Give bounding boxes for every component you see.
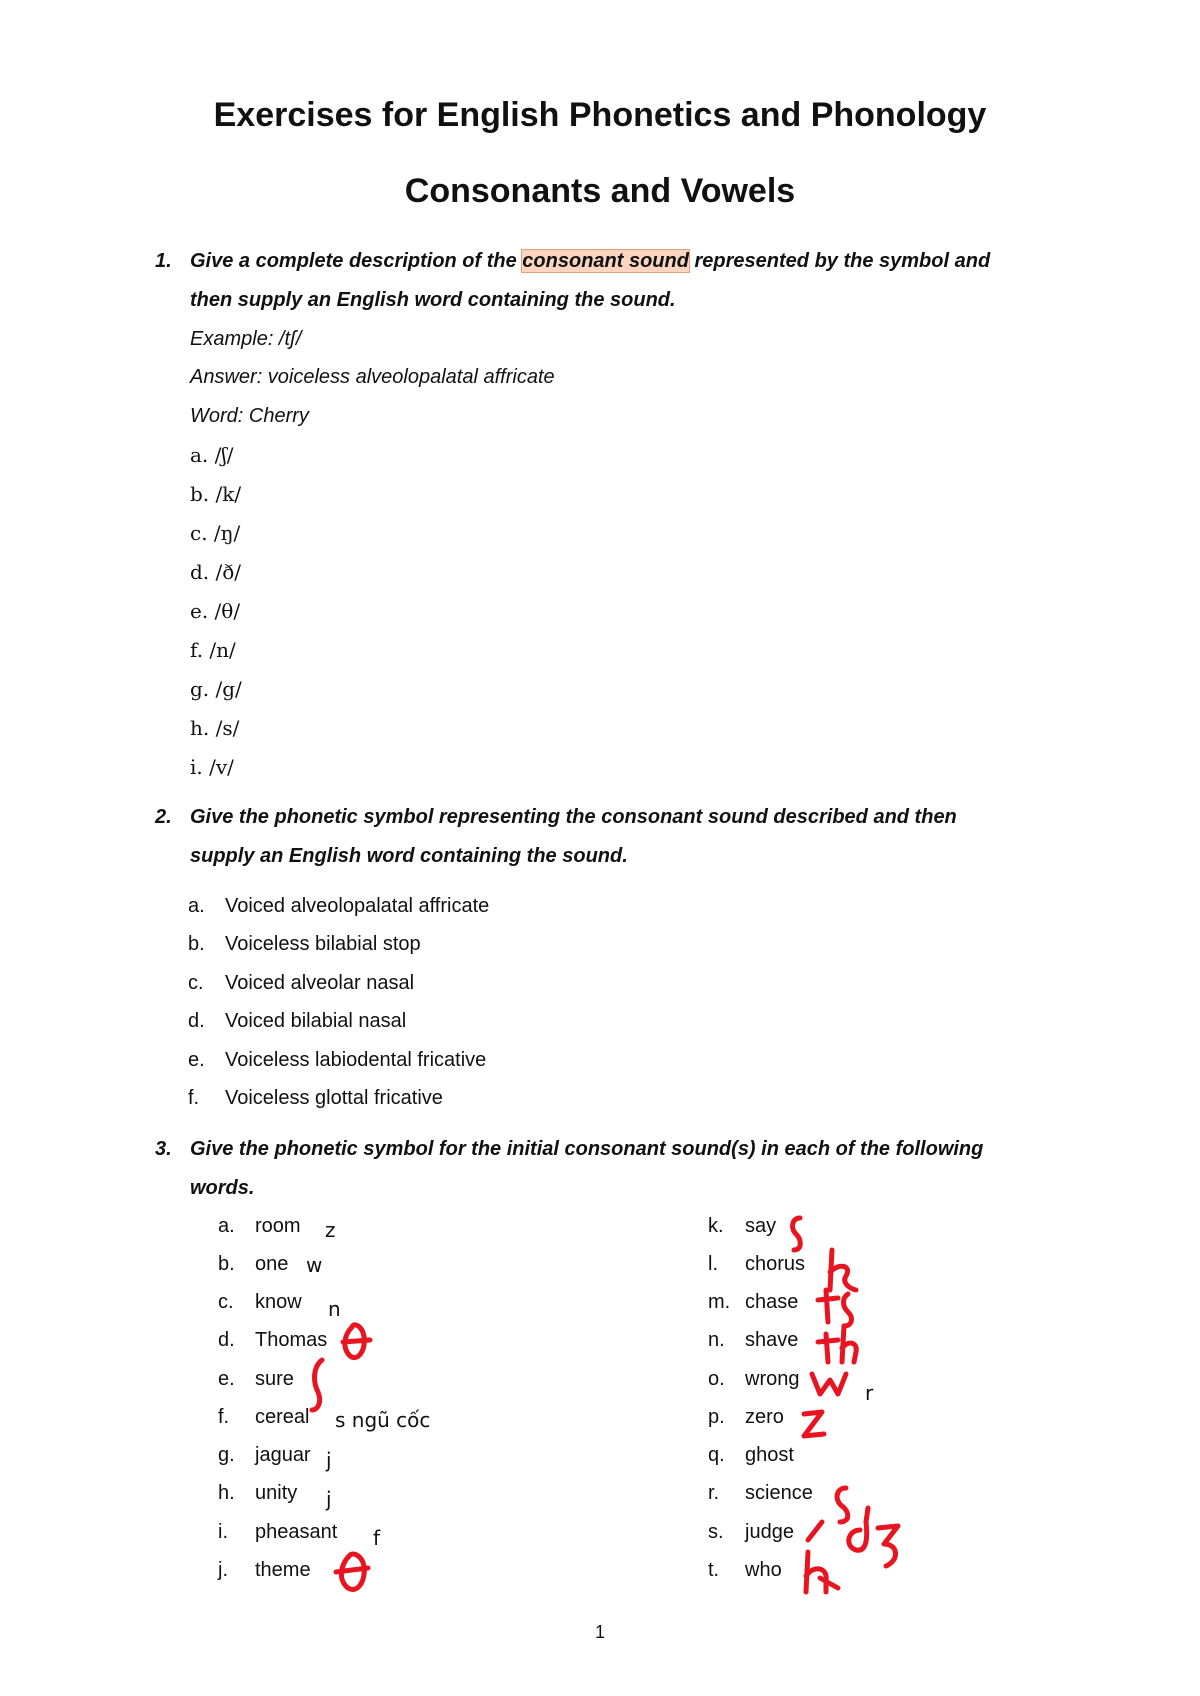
q2-item-text: Voiced bilabial nasal [225,1010,407,1032]
q3-item-word: say [745,1215,777,1237]
handwritten-note: s ngũ cốc [335,1408,431,1432]
red-mark-k-chorus [830,1250,856,1290]
q1-word: Word: Cherry [190,405,309,427]
handwritten-note: z [325,1218,336,1242]
q3-item-word: cereal [255,1406,310,1428]
q1-item: e. /θ/ [190,599,241,623]
q3-item-mark: h. [218,1482,235,1504]
q2-item-mark: e. [188,1049,205,1071]
q3-item-word: zero [745,1406,784,1428]
q2-item-mark: b. [188,933,205,955]
q3-item-mark: m. [708,1291,731,1313]
q3-item-mark: f. [218,1406,230,1428]
q3-item-mark: i. [218,1521,228,1543]
q3-item-mark: k. [708,1215,724,1237]
red-mark-h-who [806,1552,838,1592]
q1-prompt-line2: then supply an English word containing the sound. [190,289,676,311]
q3-item-word: science [745,1482,813,1504]
red-mark-s-science [837,1488,848,1522]
q1-item: i. /v/ [190,755,234,779]
q3-prompt-line1: Give the phonetic symbol for the initial consonant sound(s) in each of the following [190,1138,984,1160]
q3-item-mark: o. [708,1368,725,1390]
q3-item-word: room [255,1215,301,1237]
q1-example: Example: /tʃ/ [190,328,302,350]
red-mark-sh-shave [818,1326,856,1362]
q1-prompt-pre: Give a complete description of the [190,250,523,272]
red-mark-w-wrong [812,1374,846,1394]
q2-item-text: Voiced alveolar nasal [225,972,415,994]
q3-item-mark: n. [708,1329,725,1351]
document-title: Exercises for English Phonetics and Phonology [213,96,987,134]
q3-item-word: wrong [745,1368,800,1390]
q3-item-word: know [255,1291,302,1313]
q1-number: 1. [155,250,172,272]
q1-item: a. /ʃ/ [190,443,234,467]
q3-item-word: who [745,1559,782,1581]
q3-prompt-line2: words. [190,1177,255,1199]
q3-item-mark: l. [708,1253,718,1275]
red-mark-theta-theme [336,1554,368,1589]
q3-item-mark: j. [218,1559,228,1581]
q3-item-word: one [255,1253,289,1275]
q3-item-word: pheasant [255,1521,338,1543]
handwritten-note: r [865,1381,874,1405]
q1-item: d. /ð/ [190,560,242,584]
q1-answer: Answer: voiceless alveolopalatal affricate [190,366,555,388]
q3-item-mark: a. [218,1215,235,1237]
q1-item: h. /s/ [190,716,240,740]
q2-item-mark: d. [188,1010,205,1032]
q3-item-word: chase [745,1291,799,1313]
q3-item-mark: s. [708,1521,724,1543]
handwritten-note: j [326,1487,332,1511]
q3-item-mark: p. [708,1406,725,1428]
q2-item-text: Voiceless labiodental fricative [225,1049,487,1071]
q2-item-mark: a. [188,895,205,917]
q2-item-mark: f. [188,1087,200,1109]
q3-item-mark: d. [218,1329,235,1351]
q3-item-word: Thomas [255,1329,328,1351]
q1-item: c. /ŋ/ [190,521,241,545]
q3-item-mark: e. [218,1368,235,1390]
q3-item-word: shave [745,1329,799,1351]
q2-item-text: Voiced alveolopalatal affricate [225,895,490,917]
q3-item-mark: b. [218,1253,235,1275]
q3-item-mark: q. [708,1444,725,1466]
handwritten-note: n [328,1297,341,1321]
q3-item-mark: g. [218,1444,235,1466]
q2-number: 2. [155,806,172,828]
q1-highlight: consonant sound [522,250,689,272]
q2-item-mark: c. [188,972,204,994]
q1-item: f. /n/ [190,638,236,662]
red-mark-s-say [793,1218,801,1250]
red-mark-theta-thomas [343,1325,370,1358]
q3-item-mark: r. [708,1482,720,1504]
q1-item: g. /g/ [190,677,242,701]
q3-item-word: sure [255,1368,294,1390]
red-mark-tsh-chase [818,1290,851,1326]
q3-item-mark: t. [708,1559,720,1581]
handwritten-note: j [326,1448,332,1472]
red-mark-z-zero [804,1412,824,1436]
q3-number: 3. [155,1138,172,1160]
handwritten-note: w [306,1253,323,1277]
q3-item-word: jaguar [255,1444,311,1466]
page-number: 1 [594,1622,605,1642]
q1-item: b. /k/ [190,482,242,506]
q3-item-mark: c. [218,1291,234,1313]
q3-item-word: chorus [745,1253,806,1275]
red-mark-esh-sure [312,1360,322,1410]
q2-prompt-line1: Give the phonetic symbol representing the consonant sound described and then [190,806,957,828]
document-subtitle: Consonants and Vowels [404,172,796,210]
q3-item-word: unity [255,1482,298,1504]
q1-prompt-post: represented by the symbol and [688,250,991,272]
q2-item-text: Voiceless bilabial stop [225,933,421,955]
q3-item-word: judge [745,1521,794,1543]
red-mark-dzh-judge [808,1508,898,1566]
q3-item-word: theme [255,1559,311,1581]
q2-prompt-line2: supply an English word containing the sound. [190,845,628,867]
q2-item-text: Voiceless glottal fricative [225,1087,443,1109]
q3-item-word: ghost [745,1444,794,1466]
handwritten-note: f [373,1526,381,1550]
